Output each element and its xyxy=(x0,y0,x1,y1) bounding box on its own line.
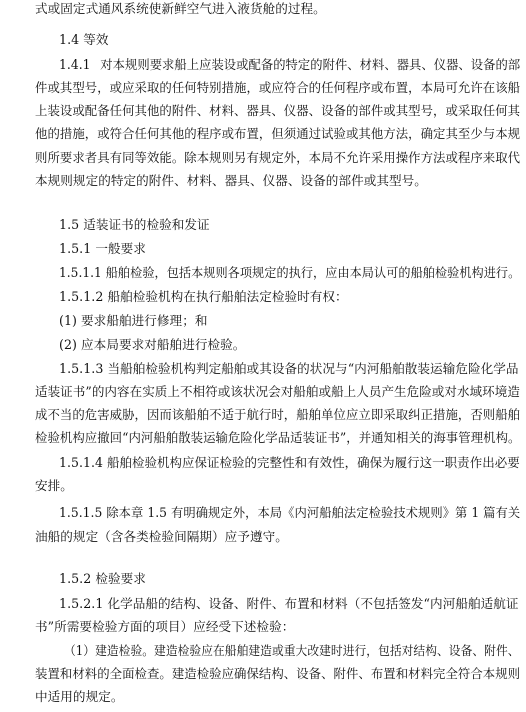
clause-1-5-1-2: 1.5.1.2 船舶检验机构在执行船舶法定检验时有权： xyxy=(59,289,348,304)
paragraph-line: 他的措施，或符合任何其他的程序或布置，但须通过试验或其他方法，确定其至少与本规 xyxy=(35,126,521,141)
paragraph-line xyxy=(59,57,520,73)
paragraph-line: 检验机构应撤回“内河船舶散装运输危险化学品适装证书”，并通知相关的海事管理机构。 xyxy=(35,430,521,445)
paragraph-line: 适装证书”的内容在实质上不相符或该状况会对船舶或船上人员产生危险或对水域环境造 xyxy=(35,384,520,399)
clause-1-5-1-5: 1.5.1.5 除本章 1.5 有明确规定外，本局《内河船舶法定检验技术规则》第 1 篇有关 xyxy=(59,505,521,520)
paragraph-line: 书”所需要检验方面的项目）应经受下述检验： xyxy=(35,619,295,634)
clause-1-5-1-3: 1.5.1.3 当船舶检验机构判定船舶或其设备的状况与“内河船舶散装运输危险化学品 xyxy=(59,361,519,376)
paragraph-line: 式或固定式通风系统使新鲜空气进入液货舱的过程。 xyxy=(35,1,326,16)
subsection-heading-1-5-2: 1.5.2 检验要求 xyxy=(59,571,146,586)
paragraph-line: 安排。 xyxy=(35,478,73,493)
list-item: （1）建造检验。建造检验应在船舶建造或重大改建时进行，包括对结构、设备、附件、 xyxy=(64,643,520,658)
paragraph-line: 则所要求者具有同等效能。除本规则另有规定外，本局不允许采用操作方法或程序来取代 xyxy=(35,150,521,165)
paragraph-line: 油船的规定（含各类检验间隔期）应予遵守。 xyxy=(35,529,288,544)
clause-1-5-2-1: 1.5.2.1 化学品船的结构、设备、附件、布置和材料（不包括签发“内河船舶适航证 xyxy=(59,596,519,611)
paragraph-line: 上装设或配备任何其他的附件、材料、器具、仪器、设备的部件或其型号，或采取任何其 xyxy=(35,103,521,118)
section-heading-1-5: 1.5 适装证书的检验和发证 xyxy=(59,217,210,232)
paragraph-line: 中适用的规定。 xyxy=(35,689,124,704)
paragraph-line: 装置和材料的全面检查。建造检验应确保结构、设备、附件、布置和材料完全符合本规则 xyxy=(35,666,521,681)
paragraph-line: 本规则规定的特定的附件、材料、器具、仪器、设备的部件或其型号。 xyxy=(35,173,427,188)
section-heading-1-4: 1.4 等效 xyxy=(59,32,109,47)
clause-1-5-1-4: 1.5.1.4 船舶检验机构应保证检验的完整性和有效性，确保为履行这一职责作出必要 xyxy=(59,455,520,470)
paragraph-line: 件或其型号，或应采取的任何特别措施，或应符合的任何程序或布置，本局可允许在该船 xyxy=(35,80,521,95)
clause-text: 对本规则要求船上应装设或配备的特定的附件、材料、器具、仪器、设备的部 xyxy=(100,57,521,72)
clause-number: 1.4.1 xyxy=(59,57,91,72)
list-item: (2) 应本局要求对船舶进行检验。 xyxy=(59,337,246,352)
clause-1-5-1-1: 1.5.1.1 船舶检验，包括本规则各项规定的执行，应由本局认可的船舶检验机构进行。 xyxy=(59,265,521,280)
subsection-heading-1-5-1: 1.5.1 一般要求 xyxy=(59,241,146,256)
list-item: (1) 要求船舶进行修理；和 xyxy=(59,313,208,328)
paragraph-line: 成不当的危害威胁，因而该船舶不适于航行时，船舶单位应立即采取纠正措施，否则船舶 xyxy=(35,407,521,422)
